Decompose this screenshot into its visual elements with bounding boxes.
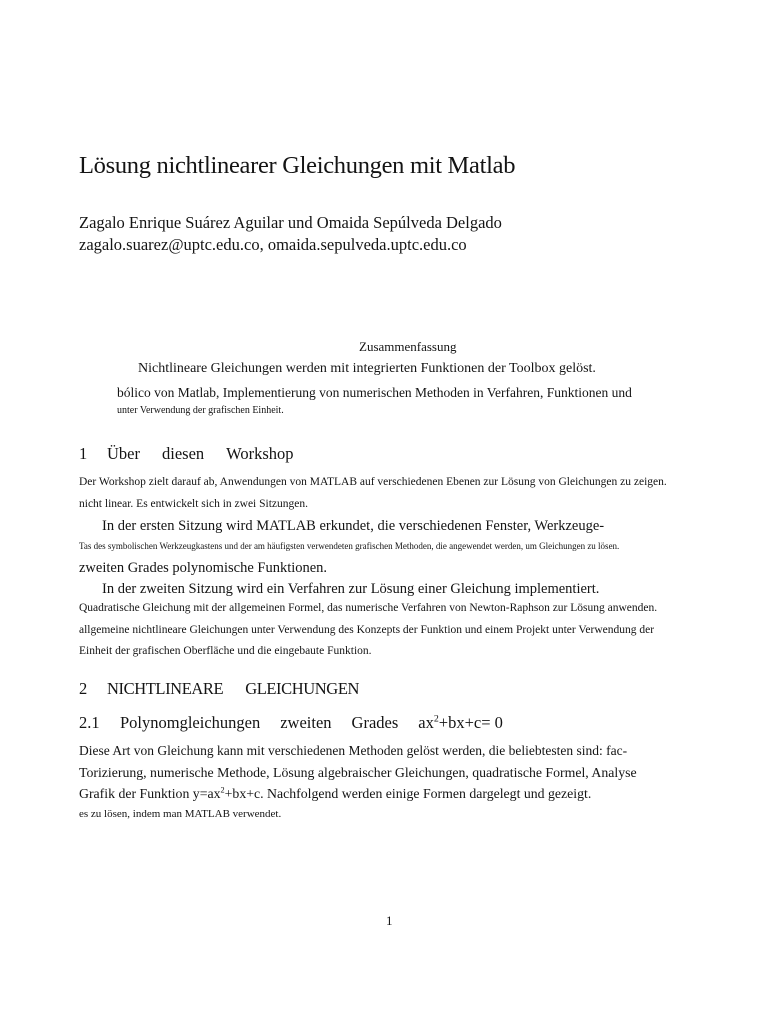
text-part: +bx+c. Nachfolgend werden einige Formen dargelegt und gezeigt.: [224, 786, 592, 801]
author-names: Zagalo Enrique Suárez Aguilar und Omaida Sepúlveda Delgado: [79, 213, 502, 232]
formula-part: ax: [418, 713, 434, 732]
body-line: nicht linear. Es entwickelt sich in zwei Sitzungen.: [79, 498, 308, 510]
abstract-line: Nichtlineare Gleichungen werden mit integrierten Funktionen der Toolbox gelöst.: [138, 361, 596, 376]
body-line: zweiten Grades polynomische Funktionen.: [79, 560, 328, 576]
body-line: Tas des symbolischen Werkzeugkastens und der am häufigsten verwendeten grafischen Methoden, die angewendet werden, um Gleichungen zu lösen.: [79, 541, 620, 551]
heading-word: Workshop: [226, 444, 294, 463]
heading-word: diesen: [161, 444, 205, 463]
page-number: 1: [386, 913, 393, 928]
body-line: Einheit der grafischen Oberfläche und die eingebaute Funktion.: [79, 645, 372, 657]
exponent: 2: [220, 785, 225, 795]
author-emails: zagalo.suarez@uptc.edu.co, omaida.sepulveda.uptc.edu.co: [79, 235, 467, 254]
body-line: Torizierung, numerische Methode, Lösung algebraischer Gleichungen, quadratische Formel, Analyse: [79, 765, 637, 780]
paper-title: Lösung nichtlinearer Gleichungen mit Matlab: [79, 152, 516, 179]
body-line: In der zweiten Sitzung wird ein Verfahren zur Lösung einer Gleichung implementiert.: [102, 581, 600, 597]
subsection-2-1-heading: [79, 713, 503, 733]
body-line: es zu lösen, indem man MATLAB verwendet.: [79, 808, 282, 820]
formula-part: +bx+c= 0: [438, 713, 503, 732]
body-line: Diese Art von Gleichung kann mit verschiedenen Methoden gelöst werden, die beliebtesten sind: fac-: [79, 743, 628, 758]
heading-word: zweiten: [280, 713, 332, 732]
section-number: 1: [79, 444, 88, 463]
heading-word: Grades: [351, 713, 399, 732]
formula-exponent: 2: [433, 713, 439, 725]
subsection-number: 2.1: [79, 713, 100, 732]
body-line: [79, 786, 591, 802]
section-2-heading: [79, 679, 359, 699]
heading-word: Polynomgleichungen: [120, 713, 261, 732]
body-line: allgemeine nichtlineare Gleichungen unter Verwendung des Konzepts der Funktion und einem Projekt unter Verwendung der: [79, 624, 655, 636]
body-line: In der ersten Sitzung wird MATLAB erkundet, die verschiedenen Fenster, Werkzeuge-: [102, 518, 605, 534]
abstract-heading: Zusammenfassung: [359, 339, 457, 354]
text-part: Grafik der Funktion y=ax: [79, 786, 221, 801]
body-line: Quadratische Gleichung mit der allgemeinen Formel, das numerische Verfahren von Newton-Raphson zur Lösung anwenden.: [79, 602, 658, 614]
formula: [418, 713, 503, 732]
heading-word: NICHTLINEARE: [107, 679, 224, 698]
heading-word: GLEICHUNGEN: [245, 679, 360, 698]
body-line: Der Workshop zielt darauf ab, Anwendungen von MATLAB auf verschiedenen Ebenen zur Lösung von Gleichungen zu zeigen.: [79, 476, 667, 488]
abstract-line: unter Verwendung der grafischen Einheit.: [117, 405, 284, 416]
abstract-line: bólico von Matlab, Implementierung von numerischen Methoden in Verfahren, Funktionen und: [117, 385, 632, 400]
section-1-heading: [79, 444, 294, 464]
heading-word: Über: [107, 444, 140, 463]
section-number: 2: [79, 679, 87, 698]
